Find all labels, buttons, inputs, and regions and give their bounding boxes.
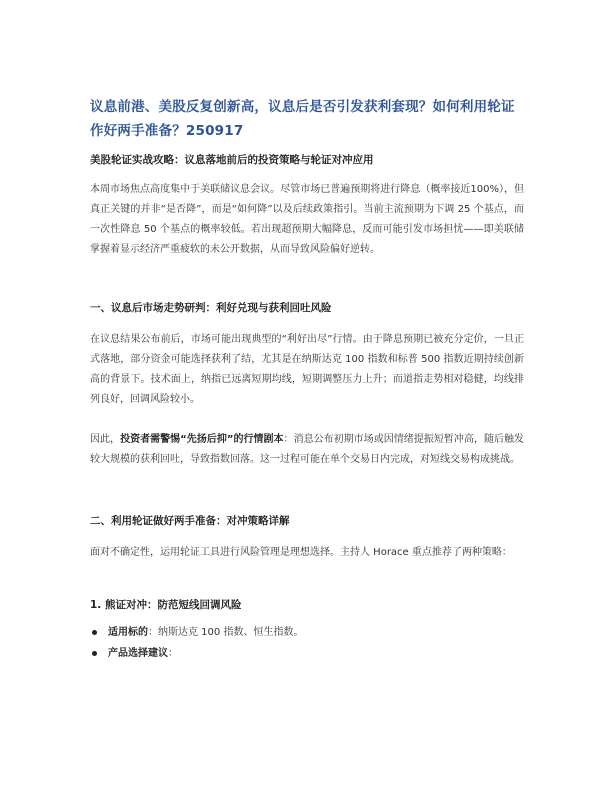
bullet-icon [92, 630, 97, 635]
section-2-paragraph-1: 面对不确定性，运用轮证工具进行风险管理是理想选择。主持人 Horace 重点推荐了两种策略： [90, 547, 512, 558]
section-1-heading: 一、议息后市场走势研判：利好兑现与获利回吐风险 [90, 302, 332, 314]
bullet-icon [92, 651, 97, 656]
section-2-heading: 二、利用轮证做好两手准备：对冲策略详解 [90, 515, 290, 527]
document-subtitle: 美股轮证实战攻略：议息落地前后的投资策略与轮证对冲应用 [90, 154, 374, 166]
intro-paragraph: 本周市场焦点高度集中于美联储议息会议。尽管市场已普遍预期将进行降息（概率接近100%），但真正关键的并非“是否降”，而是“如何降”以及后续政策指引。当前主流预期为下调 25 个基点，而一次性降息 50 个基点的概率较低。若出现超预期大幅降息，反而可能引发市场担忧——即美联储掌握着显示经济严重疲软的未公开数据，从而导致风险偏好逆转。 [90, 184, 524, 255]
section-1-paragraph-1: 在议息结果公布前后，市场可能出现典型的“利好出尽”行情。由于降息预期已被充分定价，一旦正式落地，部分资金可能选择获利了结，尤其是在纳斯达克 100 指数和标普 500 指数近期持续创新高的背景下。技术面上，纳指已远离短期均线，短期调整压力上升；而道指走势相对稳健，均线排列良好，回调风险较小。 [90, 334, 524, 405]
bullet-label: 产品选择建议 [108, 648, 168, 659]
bullet-label: 适用标的 [108, 627, 148, 638]
bullet-text: ：纳斯达克 100 指数、恒生指数。 [148, 627, 304, 638]
para-2-prefix: 因此， [90, 434, 121, 445]
document-title: 议息前港、美股反复创新高，议息后是否引发获利套现？如何利用轮证作好两手准备？250917 [90, 99, 515, 139]
para-2-rest: ：消息公布初期市场或因情绪提振短暂冲高，随后触发较大规模的获利回吐，导致指数回落。这一过程可能在单个交易日内完成，对短线交易构成挑战。 [90, 434, 524, 465]
sub-section-1-heading: 1. 熊证对冲：防范短线回调风险 [90, 599, 242, 611]
bullet-text: ： [168, 648, 178, 659]
section-1-paragraph-2 [90, 430, 524, 470]
para-2-bold-phrase: 投资者需警惕“先扬后抑”的行情剧本 [120, 434, 284, 445]
